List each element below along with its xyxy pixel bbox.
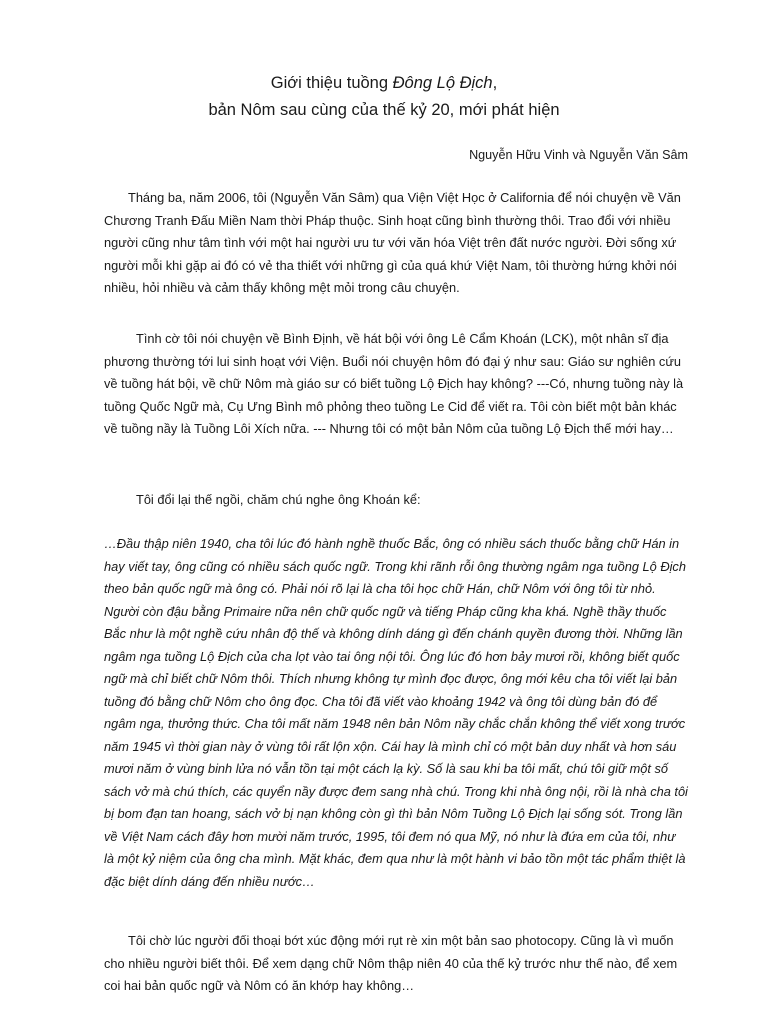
quoted-story: …Đầu thập niên 1940, cha tôi lúc đó hành nghề thuốc Bắc, ông có nhiều sách thuốc bằng chữ Hán in hay viết tay, ông cũng có nhiều sách quốc ngữ. Trong khi rãnh rỗi ông thường ngâm nga tuồng Lộ Địch theo bản quốc ngữ mà ông có. Phải nói rõ lại là cha tôi học chữ Hán, chữ Nôm với ông tôi từ nhỏ. Người còn đậu bằng Primaire nữa nên chữ quốc ngữ và tiếng Pháp cũng kha khá. Nghề thầy thuốc Bắc như là một nghề cứu nhân độ thế và không dính dáng gì đến chánh quyền đương thời. Những lần ngâm nga tuồng Lộ Địch của cha lọt vào tai ông nội tôi. Ông lúc đó hơn bảy mươi rồi, không biết quốc ngữ mà chỉ biết chữ Nôm thôi. Thích nhưng không tự mình đọc được, ông mới kêu cha tôi viết lại bản tuồng đó bằng chữ Nôm cho ông đọc. Cha tôi đã viết vào khoảng 1942 và ông tôi dùng bản đó để ngâm nga, thưởng thức. Cha tôi mất năm 1948 nên bản Nôm nầy chắc chắn không thể viết xong trước năm 1945 vì thời gian này ở vùng tôi rất lộn xộn. Cái hay là mình chỉ có một bản duy nhất và hơn sáu mươi năm ở vùng binh lửa nó vẫn tồn tại một cách lạ kỳ. Số là sau khi ba tôi mất, chú tôi giữ một số sách vở mà chú thích, các quyển nầy được đem sang nhà chú. Trong khi nhà ông nội, rồi là nhà cha tôi bị bom đạn tan hoang, sách vở bị nạn không còn gì thì bản Nôm Tuồng Lộ Địch lại sống sót. Trong lần về Việt Nam cách đây hơn mười năm trước, 1995, tôi đem nó qua Mỹ, nó như là đứa em của tôi, như là một kỷ niệm của ông cha mình. Mặt khác, đem qua như là một hành vi bảo tồn một tác phẩm thiệt là đặc biệt dính dáng đến nhiều nước… [104,536,688,889]
document-title [0,70,768,124]
title-comma: , [492,74,498,92]
paragraph-2 [104,328,688,441]
title-line-1 [0,70,768,97]
paragraph-3 [104,489,688,512]
paragraph-5-text: Tôi chờ lúc người đối thoại bớt xúc động mới rụt rè xin một bản sao photocopy. Cũng là vì muốn cho nhiều người biết thôi. Để xem dạng chữ Nôm thập niên 40 của thế kỷ trước như thế nào, để xem coi hai bản quốc ngữ và Nôm có ăn khớp hay không… [104,933,678,993]
title-line-2: bản Nôm sau cùng của thế kỷ 20, mới phát hiện [208,101,560,119]
authors: Nguyễn Hữu Vinh và Nguyễn Văn Sâm [469,148,688,162]
title-play-name: Đông Lộ Địch [392,74,493,92]
paragraph-5 [104,930,688,998]
paragraph-1-text: Tháng ba, năm 2006, tôi (Nguyễn Văn Sâm) qua Viện Việt Học ở California để nói chuyện về Văn Chương Tranh Đấu Miền Nam thời Pháp thuộc. Sinh hoạt cũng bình thường thôi. Trao đổi với nhiều người cũng như tâm tình với một hai người ưu tư với văn hóa Việt trên đất nước người. Đời sống xứ người mỗi khi gặp ai đó có vẻ tha thiết với những gì của quá khứ Việt Nam, tôi thường hứng khởi nói nhiều, hỏi nhiều và cảm thấy không mệt mỏi trong câu chuyện. [104,190,681,295]
title-prefix: Giới thiệu tuồng [270,74,393,92]
paragraph-1 [104,187,688,300]
paragraph-2-text: Tình cờ tôi nói chuyện về Bình Định, về hát bội với ông Lê Cẩm Khoán (LCK), một nhân sĩ địa phương thường tới lui sinh hoạt với Viện. Buổi nói chuyện hôm đó đại ý như sau: Giáo sư nghiên cứu về tuồng hát bội, về chữ Nôm mà giáo sư có biết tuồng Lộ Địch hay không? ---Có, nhưng tuồng này là tuồng Quốc Ngữ mà, Cụ Ưng Bình mô phỏng theo tuồng Le Cid để viết ra. Tôi còn biết một bản khác về tuồng nầy là Tuồng Lôi Xích nữa. --- Nhưng tôi có một bản Nôm của tuồng Lộ Địch thế mới hay… [104,331,684,436]
paragraph-3-text: Tôi đổi lại thế ngồi, chăm chú nghe ông Khoán kể: [136,492,421,507]
